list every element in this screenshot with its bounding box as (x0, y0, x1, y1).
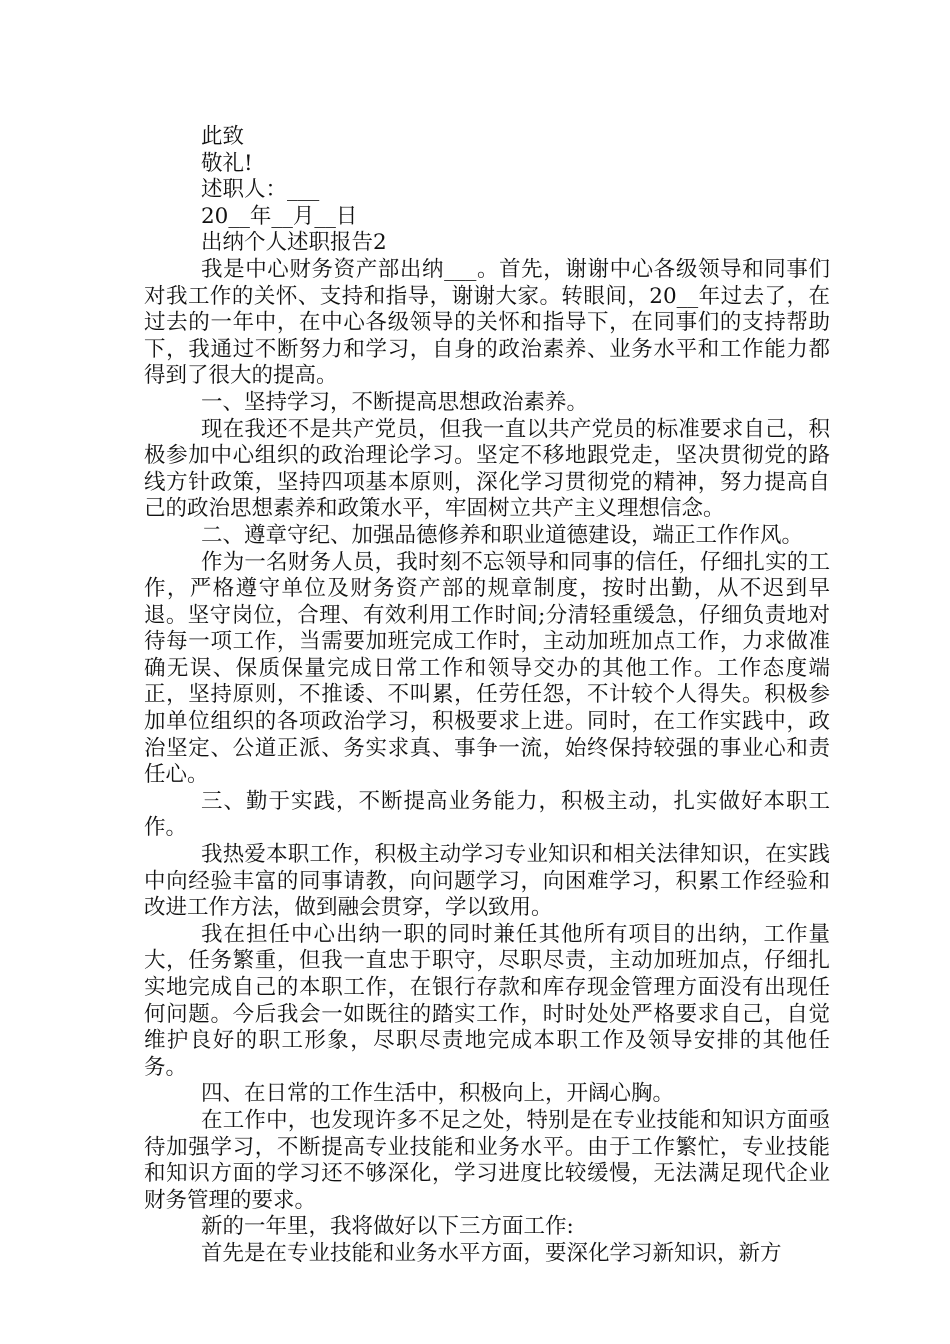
paragraph-first-plan: 首先是在专业技能和业务水平方面，要深化学习新知识，新方 (201, 1240, 782, 1266)
closing-cizhi: 此致 (201, 124, 245, 149)
section-heading-1: 一、坚持学习，不断提高思想政治素养。 (201, 389, 589, 415)
closing-jingli: 敬礼! (201, 150, 253, 176)
reporter-signature: 述职人：___ (201, 177, 320, 203)
report-date: 20__年__月__日 (201, 203, 358, 229)
paragraph-politics: 现在我还不是共产党员，但我一直以共产党员的标准要求自己，积极参加中心组织的政治理论学习。坚定不移地跟党走，坚决贯彻党的路线方针政策，坚持四项基本原则，深化学习贯彻党的精神，努力提高自己的政治思想素养和政策水平，牢固树立共产主义理想信念。 (144, 416, 830, 522)
section-heading-4: 四、在日常的工作生活中，积极向上，开阔心胸。 (201, 1081, 675, 1107)
section-heading-3: 三、勤于实践，不断提高业务能力，积极主动，扎实做好本职工作。 (144, 788, 830, 841)
section-heading-2: 二、遵章守纪、加强品德修养和职业道德建设，端正工作作风。 (201, 522, 804, 548)
paragraph-intro: 我是中心财务资产部出纳___。首先，谢谢中心各级领导和同事们对我工作的关怀、支持和指导，谢谢大家。转眼间，20__年过去了，在过去的一年中，在中心各级领导的关怀和指导下，在同事们的支持帮助下，我通过不断努力和学习，自身的政治素养、业务水平和工作能力都得到了很大的提高。 (144, 256, 830, 389)
paragraph-discipline: 作为一名财务人员，我时刻不忘领导和同事的信任，仔细扎实的工作，严格遵守单位及财务资产部的规章制度，按时出勤，从不迟到早退。坚守岗位，合理、有效利用工作时间;分清轻重缓急，仔细负责地对待每一项工作，当需要加班完成工作时，主动加班加点工作，力求做准确无误、保质保量完成日常工作和领导交办的其他工作。工作态度端正，坚持原则，不推诿、不叫累，任劳任怨，不计较个人得失。积极参加单位组织的各项政治学习，积极要求上进。同时，在工作实践中，政治坚定、公道正派、务实求真、事争一流，始终保持较强的事业心和责任心。 (144, 549, 830, 788)
document-page (144, 124, 830, 1268)
document-title: 出纳个人述职报告2 (201, 230, 387, 256)
paragraph-shortcomings: 在工作中，也发现许多不足之处，特别是在专业技能和知识方面亟待加强学习，不断提高专业技能和业务水平。由于工作繁忙，专业技能和知识方面的学习还不够深化，学习进度比较缓慢，无法满足现代企业财务管理的要求。 (144, 1107, 830, 1213)
paragraph-new-year-plan: 新的一年里，我将做好以下三方面工作: (201, 1214, 574, 1240)
paragraph-cashier-duties: 我在担任中心出纳一职的同时兼任其他所有项目的出纳，工作量大，任务繁重，但我一直忠于职守，尽职尽责，主动加班加点，仔细扎实地完成自己的本职工作，在银行存款和库存现金管理方面没有出现任何问题。今后我会一如既往的踏实工作，时时处处严格要求自己，自觉维护良好的职工形象，尽职尽责地完成本职工作及领导安排的其他任务。 (144, 921, 830, 1080)
paragraph-learning: 我热爱本职工作，积极主动学习专业知识和相关法律知识，在实践中向经验丰富的同事请教，向问题学习，向困难学习，积累工作经验和改进工作方法，做到融会贯穿，学以致用。 (144, 842, 830, 921)
